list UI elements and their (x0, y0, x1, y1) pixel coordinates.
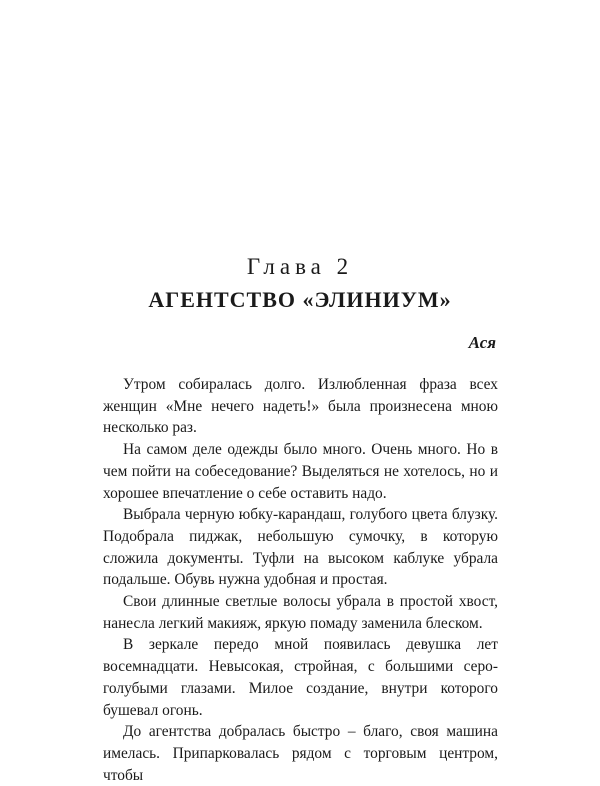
pov-character: Ася (468, 333, 496, 352)
chapter-body (103, 374, 498, 786)
paragraph: До агентства добралась быстро – благо, своя машина имелась. Припарковалась рядом с торговым центром, чтобы (103, 723, 498, 784)
paragraph: На самом деле одежды было много. Очень много. Но в чем пойти на собеседование? Выделяться не хотелось, но и хорошее впечатление о себе оставить надо. (103, 441, 498, 502)
chapter-number: Глава 2 (246, 254, 354, 279)
paragraph: В зеркале передо мной появилась девушка лет восемнадцати. Невысокая, стройная, с большими серо-голубыми глазами. Милое создание, внутри которого бушевал огонь. (103, 636, 498, 719)
paragraph: Выбрала черную юбку-карандаш, голубого цвета блузку. Подобрала пиджак, небольшую сумочку, в которую сложила документы. Туфли на высоком каблуке убрала подальше. Обувь нужна удобная и простая. (103, 506, 498, 589)
paragraph: Утром собиралась долго. Излюбленная фраза всех женщин «Мне нечего надеть!» была произнесена мною несколько раз. (103, 376, 498, 437)
chapter-title: АГЕНТСТВО «ЭЛИНИУМ» (148, 287, 452, 312)
paragraph: Свои длинные светлые волосы убрала в простой хвост, нанесла легкий макияж, яркую помаду заменила блеском. (103, 593, 498, 632)
